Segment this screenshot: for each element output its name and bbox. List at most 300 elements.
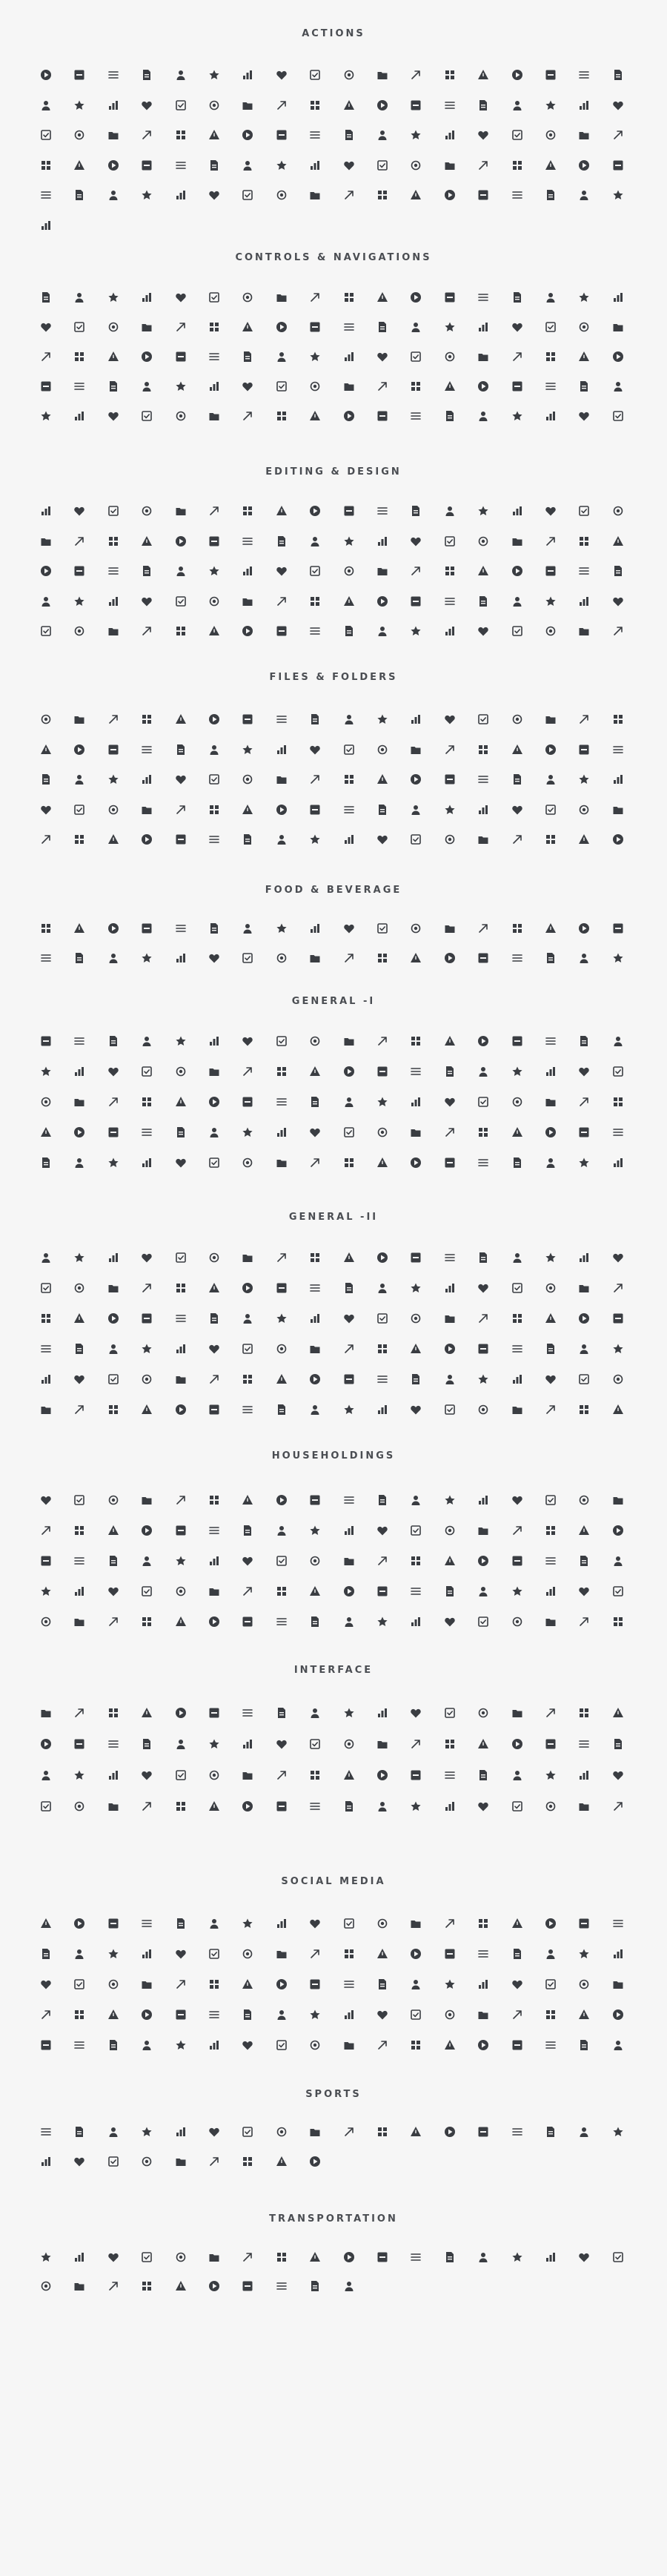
key-alt-icon [477,1312,489,1324]
insert-below-icon [410,565,422,577]
mail-brand-icon [175,1918,187,1929]
link-broken-icon [107,351,119,363]
drawer-icon [175,833,187,845]
net-icon [141,2126,153,2138]
skiing-icon [107,2156,119,2167]
quote-right-icon [343,625,355,637]
cursor-text-icon [40,505,52,517]
coin-alt-icon [612,1404,624,1416]
lock-shield-icon [477,1404,489,1416]
lamp-icon [444,1373,456,1385]
notes-alt-icon [477,804,489,816]
podium-icon [208,1096,220,1108]
oven-icon [107,1555,119,1567]
refresh-icon [545,380,557,392]
section-title-food: FOOD & BEVERAGE [265,885,402,896]
arrow-small-up-icon [477,410,489,422]
battery-bolt-icon [444,99,456,111]
cabinet-drawers-icon [73,1252,85,1264]
server-icon [578,1157,590,1169]
brush-alt-icon [175,625,187,637]
section-title-files: FILES & FOLDERS [269,672,398,683]
helicopter-icon [73,2280,85,2292]
lamp-floor-icon [309,1494,321,1506]
rail-icon [141,2280,153,2292]
beaker-icon [511,1282,523,1294]
chair-alt-icon [107,1525,119,1536]
watch-icon [208,1404,220,1416]
github-alt-icon [578,1978,590,1990]
file-icon [40,713,52,725]
cabinet-icon [376,833,388,845]
folder-zip-icon [477,773,489,785]
candle-icon [612,1525,624,1536]
folder-check-icon [175,773,187,785]
insert-right-icon [511,565,523,577]
linkedin-icon [444,1948,456,1960]
yahoo-icon [511,1978,523,1990]
soccer-ball-icon [73,2126,85,2138]
dice-icon [276,2126,288,2138]
bookmark-plus-icon [242,159,253,171]
doc-check-icon [477,1707,489,1719]
umbrella-stand-icon [175,1616,187,1628]
chevron-down-circle-icon [276,291,288,303]
quora-icon [175,2009,187,2021]
rugby-icon [208,2156,220,2167]
plug-icon [376,1096,388,1108]
eyedropper-icon [444,535,456,547]
location-icon [208,1066,220,1077]
album-icon [410,744,422,756]
coffee-cup-icon [376,1343,388,1355]
share-brand-icon [208,1918,220,1929]
tumblr-icon [309,1918,321,1929]
folder-lock-icon [276,773,288,785]
laptop-icon [73,1738,85,1750]
mug-icon [444,952,456,964]
database-icon [444,129,456,141]
muffin-icon [343,922,355,934]
page-icon [578,804,590,816]
settings-alt-icon [410,1769,422,1781]
money-icon [107,1373,119,1385]
store-icon [242,1494,253,1506]
checker-icon [242,2126,253,2138]
medical-icon [175,1343,187,1355]
ticket-icon [107,159,119,171]
glasses-icon [477,1126,489,1138]
chevron-right-icon [578,410,590,422]
infinity-icon [175,1373,187,1385]
comment-question-icon [477,69,489,81]
chevron-left-square-icon [376,321,388,333]
soda-icon [410,952,422,964]
tv-alt-icon [141,1585,153,1597]
mushroom-icon [578,1282,590,1294]
bolt-icon [141,189,153,201]
columns-alt-icon [343,1738,355,1750]
play-forward-icon [208,380,220,392]
arrow-left-thin-icon [376,505,388,517]
inbox-alt-icon [545,744,557,756]
scroll-icon [141,1312,153,1324]
pan-icon [141,1525,153,1536]
scan-icon [511,833,523,845]
grid-square-icon [410,595,422,607]
alert-square-icon [208,129,220,141]
chevron-left-icon [545,410,557,422]
chair-icon [578,1343,590,1355]
t-brand-icon [545,2039,557,2051]
redo-curve-icon [578,625,590,637]
thumbs-up-icon [107,1282,119,1294]
file-photo-icon [208,744,220,756]
tools-icon [376,129,388,141]
upload-icon [40,410,52,422]
bucket-alt-icon [545,1252,557,1264]
villa-icon [410,1616,422,1628]
bath-mat-icon [208,1616,220,1628]
dropbox-icon [208,1948,220,1960]
bush-icon [73,1312,85,1324]
palette-icon [276,1252,288,1264]
paragraph-icon [107,565,119,577]
heart-fill-icon [612,129,624,141]
arrow-left-icon [477,189,489,201]
link-tag-icon [545,1157,557,1169]
comment-icon [511,69,523,81]
info-circle-alt-icon [343,69,355,81]
target-icon [276,410,288,422]
castle-icon [141,1282,153,1294]
pie-icon [376,922,388,934]
slash-icon [242,595,253,607]
apple-brand-icon [73,1948,85,1960]
tree-icon [40,952,52,964]
chat-brand-icon [410,2039,422,2051]
basket-alt-icon [511,1252,523,1264]
page-corner-icon [343,1707,355,1719]
arrow-up-thin-icon [444,505,456,517]
list-box-icon [578,1126,590,1138]
arrow-small-left-icon [410,410,422,422]
loop-icon [511,380,523,392]
building-icon [175,1282,187,1294]
split-left-icon [309,1769,321,1781]
arrow-downleft-circle-icon [545,291,557,303]
pencil-icon [208,625,220,637]
wallet-alt-icon [376,1800,388,1812]
export-icon [444,351,456,363]
film-icon [309,804,321,816]
clock-alt-icon [545,1373,557,1385]
map-pin-icon [612,189,624,201]
split-v-icon [276,1769,288,1781]
washer-icon [545,1555,557,1567]
html5-icon [141,1978,153,1990]
shuffle-icon [141,351,153,363]
pin-alt-icon [511,625,523,637]
text-i-icon [477,595,489,607]
window-grid-icon [73,1707,85,1719]
print-alt-icon [477,833,489,845]
photo-icon [242,744,253,756]
path-icon [477,2009,489,2021]
periscope-icon [40,2039,52,2051]
gender-icon [73,595,85,607]
water-drop-icon [309,1404,321,1416]
window-icon [107,595,119,607]
section-title-general2: GENERAL -II [288,1212,379,1223]
crown-alt-icon [376,1404,388,1416]
rows-icon [309,565,321,577]
folder-doc-icon [578,773,590,785]
fast-forward-icon [376,380,388,392]
piano-icon [175,1096,187,1108]
google-icon [343,1948,355,1960]
sun-dim-icon [511,159,523,171]
badge-sport-icon [40,2126,52,2138]
music-icon [242,1066,253,1077]
sun-icon [410,159,422,171]
arrow-upright-circle-icon [444,291,456,303]
wordpress-icon [612,1948,624,1960]
bank-icon [343,1616,355,1628]
clock-icon [410,1066,422,1077]
close-box-icon [208,1769,220,1781]
circle-fill-icon [107,625,119,637]
battery-plug-icon [410,99,422,111]
plane-alt-icon [73,2251,85,2263]
chart-area-icon [242,189,253,201]
mirror-icon [73,1525,85,1536]
cake-icon [141,922,153,934]
hourglass-icon [175,1404,187,1416]
file-note-icon [410,713,422,725]
record-square-icon [545,321,557,333]
basketball-icon [141,2156,153,2167]
underline-u-icon [612,595,624,607]
yelp-icon [612,1918,624,1929]
chevron-up-circle-icon [242,291,253,303]
pin-map-icon [444,1343,456,1355]
chat-icon [107,1035,119,1047]
archive-alt-icon [73,804,85,816]
b-letter-icon [444,1126,456,1138]
fivehundred-icon [511,2009,523,2021]
flag-alt2-icon [612,1343,624,1355]
plus-icon [40,1769,52,1781]
drop-icon [410,535,422,547]
book-open-icon [276,1066,288,1077]
star-small-icon [141,1800,153,1812]
folder-upload-icon [444,773,456,785]
justify-icon [141,565,153,577]
crop-icon [578,505,590,517]
house-tree-icon [578,1616,590,1628]
ice-cream-icon [73,922,85,934]
arrow-diagonal-alt-icon [545,505,557,517]
mixer-icon [309,952,321,964]
bookmark-down-icon [511,129,523,141]
dining-icon [73,1616,85,1628]
pie-chart-icon [276,189,288,201]
import-icon [410,351,422,363]
cloud-icon [309,1126,321,1138]
bag-icon [545,99,557,111]
more-square-icon [612,321,624,333]
scale-icon [40,1343,52,1355]
shield-alt-icon [309,129,321,141]
magic-wand-icon [410,625,422,637]
bell-icon [208,1585,220,1597]
facebook-icon [477,1948,489,1960]
tram-icon [410,2251,422,2263]
folder-open-icon [73,773,85,785]
table-icon [309,189,321,201]
inbox-tray-icon [73,1126,85,1138]
folder-download-icon [410,773,422,785]
socket-icon [175,1585,187,1597]
gmail-icon [141,1918,153,1929]
inbox-icon [511,744,523,756]
garage-icon [444,1585,456,1597]
check-square-icon [141,321,153,333]
funnel-icon [175,535,187,547]
user-add-icon [40,69,52,81]
stumble-icon [242,1978,253,1990]
random-icon [612,380,624,392]
doc-lines-icon [410,1707,422,1719]
bug-icon [208,69,220,81]
windows-brand-icon [410,1918,422,1929]
rewind-icon [242,380,253,392]
section-title-transport: TRANSPORTATION [269,2213,398,2225]
cup-icon [276,922,288,934]
cocktail-icon [578,922,590,934]
pin-icon [40,219,52,231]
pen-line-icon [276,595,288,607]
grill-icon [545,952,557,964]
sync-circle-icon [612,291,624,303]
wrench-alt-icon [410,129,422,141]
user-remove-icon [73,69,85,81]
youtube-icon [376,1918,388,1929]
table-rows-icon [208,1738,220,1750]
brush-icon [141,625,153,637]
stack-brand-icon [40,2009,52,2021]
calendar-grid-icon [477,1738,489,1750]
play-brand-icon [343,1918,355,1929]
file-blank-icon [343,713,355,725]
floppy-alt-icon [343,833,355,845]
copy-icon [141,595,153,607]
bowl-icon [477,1252,489,1264]
broom-icon [578,1252,590,1264]
list-icon [309,505,321,517]
align-center-icon [242,505,253,517]
equalizer-alt-icon [141,1157,153,1169]
pot-icon [242,952,253,964]
warning-icon [276,69,288,81]
nightstand-icon [73,1555,85,1567]
layers-icon [107,833,119,845]
page-fold-icon [309,1707,321,1719]
file-image-icon [175,744,187,756]
map-icon [40,1066,52,1077]
grid-icon [343,565,355,577]
sofa-icon [343,1373,355,1385]
user-group-alt-icon [444,1738,456,1750]
trash-icon [276,1373,288,1385]
container-icon [242,2251,253,2263]
text-width-icon [107,505,119,517]
deviantart-icon [444,1978,456,1990]
vimeo-icon [545,1948,557,1960]
binoculars-icon [343,1252,355,1264]
percent-icon [444,1157,456,1169]
plant-icon [242,1525,253,1536]
font-size-icon [242,535,253,547]
play-icon [343,380,355,392]
drum-icon [477,1373,489,1385]
info-circle-icon [309,69,321,81]
anchor-alt-icon [545,1312,557,1324]
radiator-icon [242,1555,253,1567]
safe-icon [477,1343,489,1355]
telescope-icon [410,1252,422,1264]
undo-curve-icon [545,625,557,637]
doc-page-icon [578,1707,590,1719]
split-h-icon [242,1769,253,1781]
chart-square-icon [612,69,624,81]
music-note-icon [141,1096,153,1108]
egg-icon [410,922,422,934]
pram-icon [40,1282,52,1294]
table-grid-icon [175,1738,187,1750]
cloud-brand-icon [612,2009,624,2021]
diamond-icon [545,1066,557,1077]
coin-icon [511,1066,523,1077]
skype-alt-icon [545,1918,557,1929]
columns-icon [276,565,288,577]
instagram-icon [410,1948,422,1960]
phone-alt-icon [343,1800,355,1812]
sliders-icon [40,99,52,111]
trash-alt-icon [242,1585,253,1597]
chevron-up-icon [612,410,624,422]
eye-alt-icon [242,1312,253,1324]
file-page-icon [309,713,321,725]
hanger-icon [511,1555,523,1567]
building-alt-icon [107,1494,119,1506]
arrow-upleft-circle-icon [511,291,523,303]
file-sheet-icon [511,713,523,725]
bookmark-up-icon [477,129,489,141]
bed-icon [343,1494,355,1506]
twitch-icon [511,1918,523,1929]
crib-icon [444,1494,456,1506]
volume-off-icon [73,189,85,201]
info-square-icon [376,69,388,81]
battery-icon [175,99,187,111]
folder-alt-icon [612,773,624,785]
skip-forward-square-icon [73,380,85,392]
support-icon [410,1126,422,1138]
inbox-alt2-icon [410,1373,422,1385]
quote-alt-icon [376,625,388,637]
